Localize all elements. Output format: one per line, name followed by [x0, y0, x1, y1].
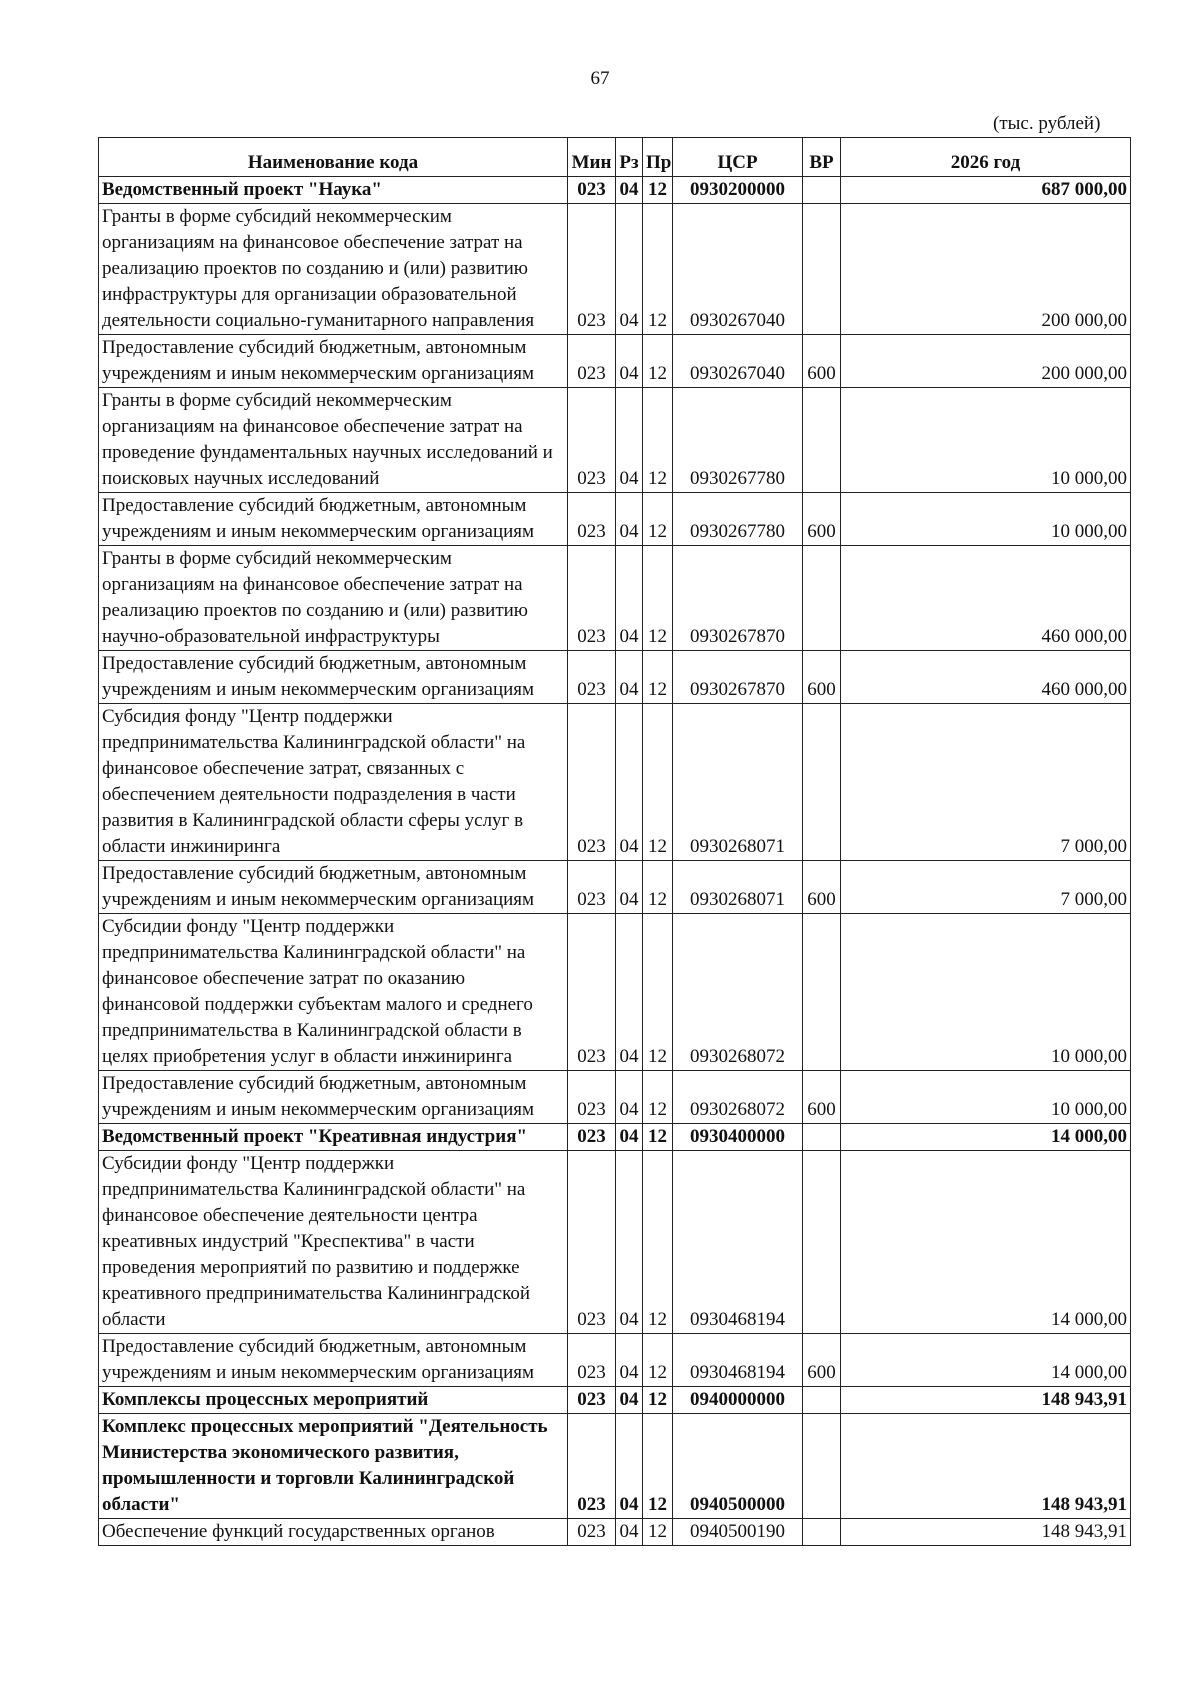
table-row [99, 704, 1131, 861]
cell-vr: 600 [803, 1071, 841, 1124]
table-row [99, 204, 1131, 335]
table-row [99, 335, 1131, 388]
cell-pr: 12 [643, 335, 673, 388]
cell-name: Гранты в форме субсидий некоммерческим организациям на финансовое обеспечение затрат на проведение фундаментальных научных исследований и поисковых научных исследований [99, 388, 568, 493]
cell-rz: 04 [616, 861, 643, 914]
cell-csr: 0930267040 [673, 204, 803, 335]
cell-csr: 0930268072 [673, 914, 803, 1071]
cell-csr: 0930267870 [673, 651, 803, 704]
table-row [99, 177, 1131, 204]
cell-min: 023 [568, 1519, 616, 1546]
cell-pr: 12 [643, 914, 673, 1071]
table-header-row [99, 138, 1131, 177]
table-row [99, 651, 1131, 704]
cell-min: 023 [568, 335, 616, 388]
table-row [99, 914, 1131, 1071]
cell-csr: 0930468194 [673, 1151, 803, 1334]
cell-name: Ведомственный проект "Наука" [99, 177, 568, 204]
cell-min: 023 [568, 177, 616, 204]
cell-min: 023 [568, 546, 616, 651]
cell-pr: 12 [643, 546, 673, 651]
cell-vr: 600 [803, 1334, 841, 1387]
cell-rz: 04 [616, 335, 643, 388]
table-row [99, 1519, 1131, 1546]
cell-rz: 04 [616, 1151, 643, 1334]
cell-csr: 0940000000 [673, 1387, 803, 1414]
cell-rz: 04 [616, 546, 643, 651]
cell-amount: 14 000,00 [841, 1151, 1131, 1334]
header-pr: Пр [643, 138, 673, 177]
cell-pr: 12 [643, 1071, 673, 1124]
cell-vr [803, 388, 841, 493]
cell-csr: 0930400000 [673, 1124, 803, 1151]
cell-name: Предоставление субсидий бюджетным, автономным учреждениям и иным некоммерческим организациям [99, 1071, 568, 1124]
cell-rz: 04 [616, 1414, 643, 1519]
table-row [99, 1334, 1131, 1387]
cell-name: Гранты в форме субсидий некоммерческим организациям на финансовое обеспечение затрат на реализацию проектов по созданию и (или) развитию научно-образовательной инфраструктуры [99, 546, 568, 651]
cell-amount: 148 943,91 [841, 1387, 1131, 1414]
cell-name: Субсидии фонду "Центр поддержки предпринимательства Калининградской области" на финансовое обеспечение затрат по оказанию финансовой поддержки субъектам малого и среднего предпринимательства в Калининградской области в целях приобретения услуг в области инжиниринга [99, 914, 568, 1071]
cell-rz: 04 [616, 204, 643, 335]
table-row [99, 1151, 1131, 1334]
cell-amount: 14 000,00 [841, 1124, 1131, 1151]
cell-name: Субсидия фонду "Центр поддержки предпринимательства Калининградской области" на финансовое обеспечение затрат, связанных с обеспечением деятельности подразделения в части развития в Калининградской области сферы услуг в области инжиниринга [99, 704, 568, 861]
cell-csr: 0930200000 [673, 177, 803, 204]
cell-min: 023 [568, 914, 616, 1071]
cell-pr: 12 [643, 177, 673, 204]
cell-name: Обеспечение функций государственных органов [99, 1519, 568, 1546]
cell-vr [803, 914, 841, 1071]
cell-rz: 04 [616, 1071, 643, 1124]
cell-pr: 12 [643, 1387, 673, 1414]
cell-csr: 0930268071 [673, 704, 803, 861]
cell-vr [803, 1519, 841, 1546]
cell-rz: 04 [616, 704, 643, 861]
cell-pr: 12 [643, 1151, 673, 1334]
cell-min: 023 [568, 1387, 616, 1414]
cell-csr: 0940500190 [673, 1519, 803, 1546]
cell-vr: 600 [803, 493, 841, 546]
cell-pr: 12 [643, 388, 673, 493]
cell-min: 023 [568, 1414, 616, 1519]
cell-rz: 04 [616, 651, 643, 704]
cell-rz: 04 [616, 388, 643, 493]
cell-min: 023 [568, 1334, 616, 1387]
cell-csr: 0930267780 [673, 493, 803, 546]
cell-vr [803, 546, 841, 651]
cell-pr: 12 [643, 1414, 673, 1519]
cell-amount: 7 000,00 [841, 861, 1131, 914]
cell-name: Комплекс процессных мероприятий "Деятельность Министерства экономического развития, промышленности и торговли Калининградской области" [99, 1414, 568, 1519]
cell-vr [803, 177, 841, 204]
cell-vr [803, 1151, 841, 1334]
cell-min: 023 [568, 493, 616, 546]
cell-pr: 12 [643, 1124, 673, 1151]
table-row [99, 1414, 1131, 1519]
cell-name: Комплексы процессных мероприятий [99, 1387, 568, 1414]
cell-amount: 460 000,00 [841, 546, 1131, 651]
cell-amount: 10 000,00 [841, 1071, 1131, 1124]
budget-table [98, 137, 1131, 1546]
cell-rz: 04 [616, 177, 643, 204]
cell-pr: 12 [643, 1334, 673, 1387]
cell-name: Предоставление субсидий бюджетным, автономным учреждениям и иным некоммерческим организациям [99, 335, 568, 388]
cell-min: 023 [568, 388, 616, 493]
header-rz: Рз [616, 138, 643, 177]
cell-vr: 600 [803, 335, 841, 388]
cell-csr: 0930468194 [673, 1334, 803, 1387]
cell-rz: 04 [616, 1334, 643, 1387]
cell-rz: 04 [616, 1519, 643, 1546]
cell-rz: 04 [616, 493, 643, 546]
cell-amount: 10 000,00 [841, 493, 1131, 546]
cell-vr [803, 204, 841, 335]
cell-name: Предоставление субсидий бюджетным, автономным учреждениям и иным некоммерческим организациям [99, 1334, 568, 1387]
cell-vr [803, 1414, 841, 1519]
table-row [99, 388, 1131, 493]
cell-csr: 0940500000 [673, 1414, 803, 1519]
table-row [99, 493, 1131, 546]
table-body [99, 177, 1131, 1546]
cell-min: 023 [568, 204, 616, 335]
cell-vr [803, 1124, 841, 1151]
cell-pr: 12 [643, 204, 673, 335]
cell-name: Предоставление субсидий бюджетным, автономным учреждениям и иным некоммерческим организациям [99, 493, 568, 546]
cell-min: 023 [568, 1151, 616, 1334]
page-number: 67 [590, 68, 610, 89]
cell-pr: 12 [643, 651, 673, 704]
cell-name: Субсидии фонду "Центр поддержки предпринимательства Калининградской области" на финансовое обеспечение деятельности центра креативных индустрий "Креспектива" в части проведения мероприятий по развитию и поддержке креативного предпринимательства Калининградской области [99, 1151, 568, 1334]
cell-vr: 600 [803, 651, 841, 704]
cell-csr: 0930267780 [673, 388, 803, 493]
cell-pr: 12 [643, 1519, 673, 1546]
cell-vr [803, 1387, 841, 1414]
header-csr: ЦСР [673, 138, 803, 177]
cell-rz: 04 [616, 914, 643, 1071]
cell-amount: 687 000,00 [841, 177, 1131, 204]
cell-vr: 600 [803, 861, 841, 914]
table-row [99, 1387, 1131, 1414]
cell-amount: 200 000,00 [841, 204, 1131, 335]
cell-csr: 0930268072 [673, 1071, 803, 1124]
cell-min: 023 [568, 704, 616, 861]
cell-csr: 0930267870 [673, 546, 803, 651]
table-row [99, 546, 1131, 651]
cell-min: 023 [568, 1124, 616, 1151]
cell-min: 023 [568, 651, 616, 704]
cell-vr [803, 704, 841, 861]
cell-name: Гранты в форме субсидий некоммерческим организациям на финансовое обеспечение затрат на реализацию проектов по созданию и (или) развитию инфраструктуры для организации образовательной деятельности социально-гуманитарного направления [99, 204, 568, 335]
cell-amount: 148 943,91 [841, 1414, 1131, 1519]
cell-min: 023 [568, 1071, 616, 1124]
cell-pr: 12 [643, 861, 673, 914]
cell-name: Ведомственный проект "Креативная индустрия" [99, 1124, 568, 1151]
cell-rz: 04 [616, 1387, 643, 1414]
cell-pr: 12 [643, 493, 673, 546]
units-label: (тыс. рублей) [993, 113, 1101, 134]
header-year: 2026 год [841, 138, 1131, 177]
cell-amount: 7 000,00 [841, 704, 1131, 861]
cell-csr: 0930268071 [673, 861, 803, 914]
cell-csr: 0930267040 [673, 335, 803, 388]
cell-min: 023 [568, 861, 616, 914]
table-row [99, 1124, 1131, 1151]
cell-name: Предоставление субсидий бюджетным, автономным учреждениям и иным некоммерческим организациям [99, 651, 568, 704]
cell-pr: 12 [643, 704, 673, 861]
cell-name: Предоставление субсидий бюджетным, автономным учреждениям и иным некоммерческим организациям [99, 861, 568, 914]
cell-amount: 148 943,91 [841, 1519, 1131, 1546]
header-vr: ВР [803, 138, 841, 177]
cell-amount: 460 000,00 [841, 651, 1131, 704]
cell-amount: 10 000,00 [841, 914, 1131, 1071]
header-min: Мин [568, 138, 616, 177]
cell-amount: 14 000,00 [841, 1334, 1131, 1387]
table-row [99, 1071, 1131, 1124]
cell-rz: 04 [616, 1124, 643, 1151]
cell-amount: 10 000,00 [841, 388, 1131, 493]
table-row [99, 861, 1131, 914]
header-name: Наименование кода [99, 138, 568, 177]
cell-amount: 200 000,00 [841, 335, 1131, 388]
